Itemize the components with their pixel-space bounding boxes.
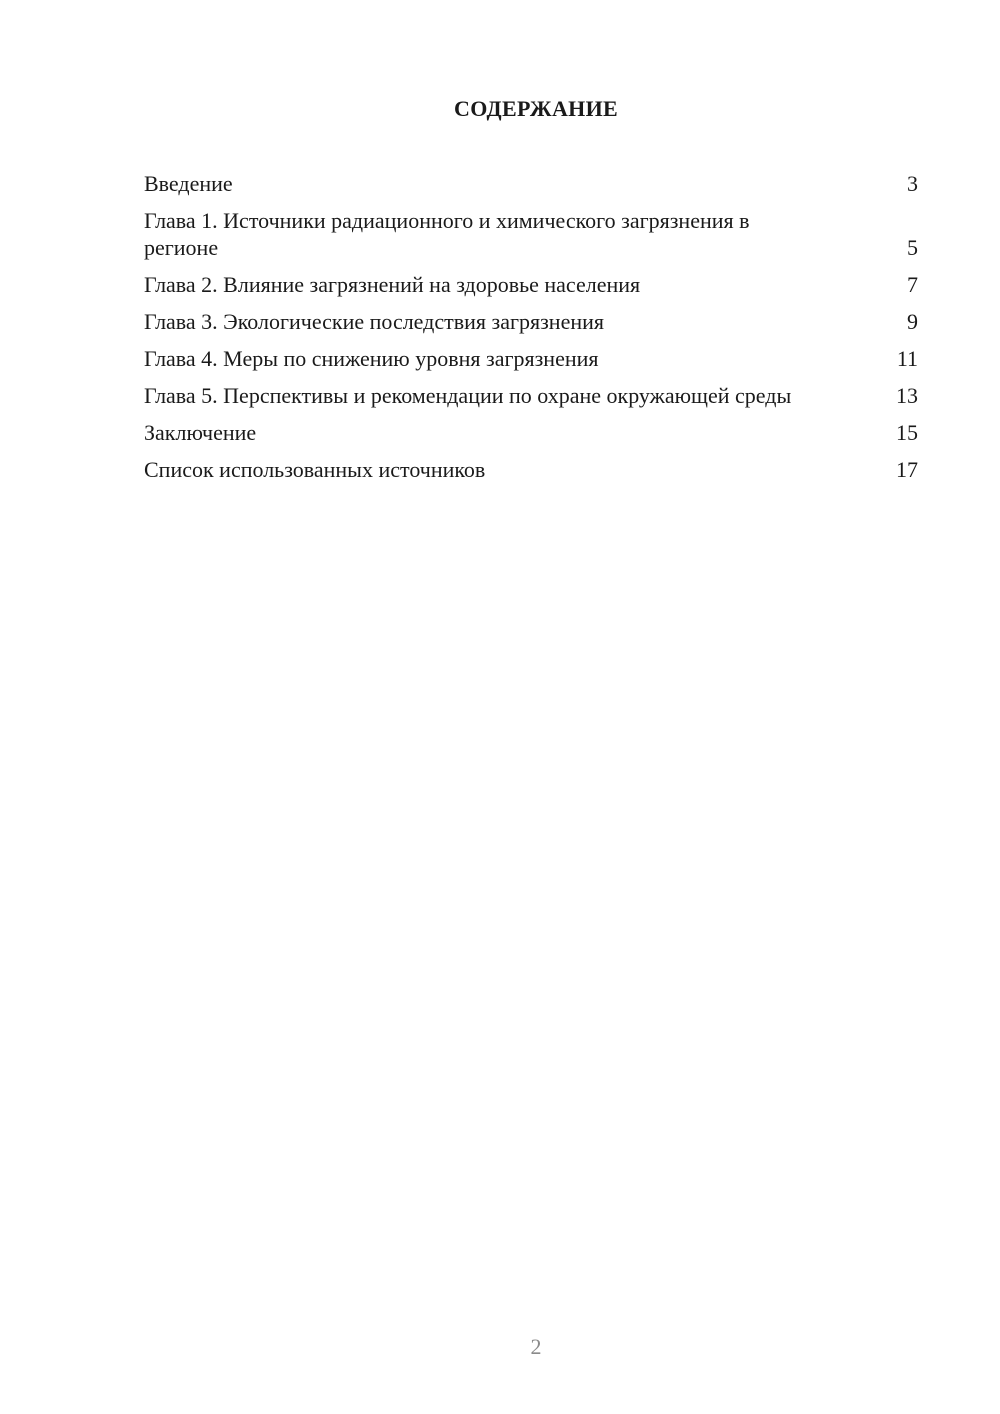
toc-entry-page: 9 bbox=[907, 309, 918, 334]
toc-entry-title: Глава 4. Меры по снижению уровня загрязнения bbox=[144, 346, 599, 371]
toc-entry-title: Глава 1. Источники радиационного и химического загрязнения в регионе bbox=[144, 208, 750, 260]
toc-entry-page: 3 bbox=[907, 171, 918, 196]
page-number: 2 bbox=[530, 1334, 542, 1359]
toc-entry-page: 11 bbox=[896, 346, 918, 371]
table-of-contents bbox=[144, 170, 918, 493]
toc-entry-title: Глава 3. Экологические последствия загрязнения bbox=[144, 309, 605, 334]
toc-entry-title: Глава 2. Влияние загрязнений на здоровье населения bbox=[144, 272, 641, 297]
toc-entry-page: 15 bbox=[896, 420, 918, 445]
toc-entry[interactable] bbox=[144, 382, 918, 409]
toc-entry-page: 13 bbox=[896, 383, 918, 408]
toc-entry-page: 17 bbox=[896, 457, 918, 482]
toc-entry-page: 5 bbox=[907, 235, 918, 260]
toc-entry[interactable] bbox=[144, 456, 918, 483]
page-title: СОДЕРЖАНИЕ bbox=[454, 96, 618, 121]
toc-entry[interactable] bbox=[144, 308, 918, 335]
toc-entry-page: 7 bbox=[907, 272, 918, 297]
toc-entry[interactable] bbox=[144, 207, 918, 261]
toc-entry[interactable] bbox=[144, 345, 918, 372]
toc-entry[interactable] bbox=[144, 271, 918, 298]
toc-entry[interactable] bbox=[144, 419, 918, 446]
toc-entry-title: Список использованных источников bbox=[144, 457, 486, 482]
toc-entry[interactable] bbox=[144, 170, 918, 197]
toc-entry-title: Введение bbox=[144, 171, 233, 196]
toc-entry-title: Глава 5. Перспективы и рекомендации по охране окружающей среды bbox=[144, 383, 792, 408]
toc-entry-title: Заключение bbox=[144, 420, 257, 445]
